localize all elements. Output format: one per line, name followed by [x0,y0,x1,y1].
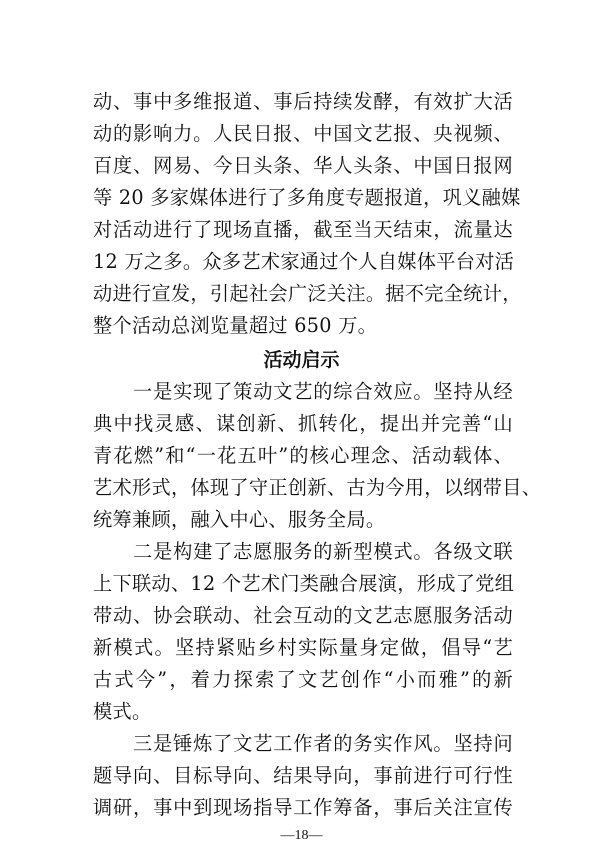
paragraph-4-line-1: 三是锤炼了文艺工作者的务实作风。坚持问 [93,732,513,755]
paragraph-1-line-2: 动的影响力。人民日报、中国文艺报、央视频、 [93,122,513,145]
paragraph-2-line-3: 青花燃”和“一花五叶”的核心理念、活动载体、 [93,444,513,467]
paragraph-3-line-3: 带动、协会联动、社会互动的文艺志愿服务活动 [93,604,513,627]
paragraph-3-line-6: 模式。 [93,700,152,723]
paragraph-2-line-1: 一是实现了策动文艺的综合效应。坚持从经 [93,380,513,403]
page-number: —18— [280,828,323,843]
paragraph-1-line-3: 百度、网易、今日头条、华人头条、中国日报网 [93,154,513,177]
paragraph-2-line-4: 艺术形式，体现了守正创新、古为今用，以纲带目、 [93,476,542,499]
paragraph-1-line-6: 12 万之多。众多艺术家通过个人自媒体平台对活 [93,250,515,273]
paragraph-3-line-1: 二是构建了志愿服务的新型模式。各级文联 [93,540,513,563]
paragraph-3-line-2: 上下联动、12 个艺术门类融合展演，形成了党组 [93,572,515,595]
paragraph-1-line-8: 整个活动总浏览量超过 650 万。 [93,314,378,337]
paragraph-2-line-5: 统筹兼顾，融入中心、服务全局。 [93,508,386,531]
paragraph-1-line-7: 动进行宣发，引起社会广泛关注。据不完全统计， [93,282,522,305]
paragraph-3-line-4: 新模式。坚持紧贴乡村实际量身定做，倡导“艺 [93,636,513,659]
section-heading: 活动启示 [263,349,340,371]
paragraph-2-line-2: 典中找灵感、谋创新、抓转化，提出并完善“山 [93,412,513,435]
paragraph-1-line-4: 等 20 多家媒体进行了多角度专题报道，巩义融媒 [93,186,521,209]
paragraph-1-line-5: 对活动进行了现场直播，截至当天结束，流量达 [93,218,513,241]
paragraph-4-line-3: 调研，事中到现场指导工作筹备，事后关注宣传 [93,796,513,819]
paragraph-3-line-5: 古式今”，着力探索了文艺创作“小而雅”的新 [93,668,513,691]
paragraph-4-line-2: 题导向、目标导向、结果导向，事前进行可行性 [93,764,513,787]
paragraph-1-line-1: 动、事中多维报道、事后持续发酵，有效扩大活 [93,90,513,113]
